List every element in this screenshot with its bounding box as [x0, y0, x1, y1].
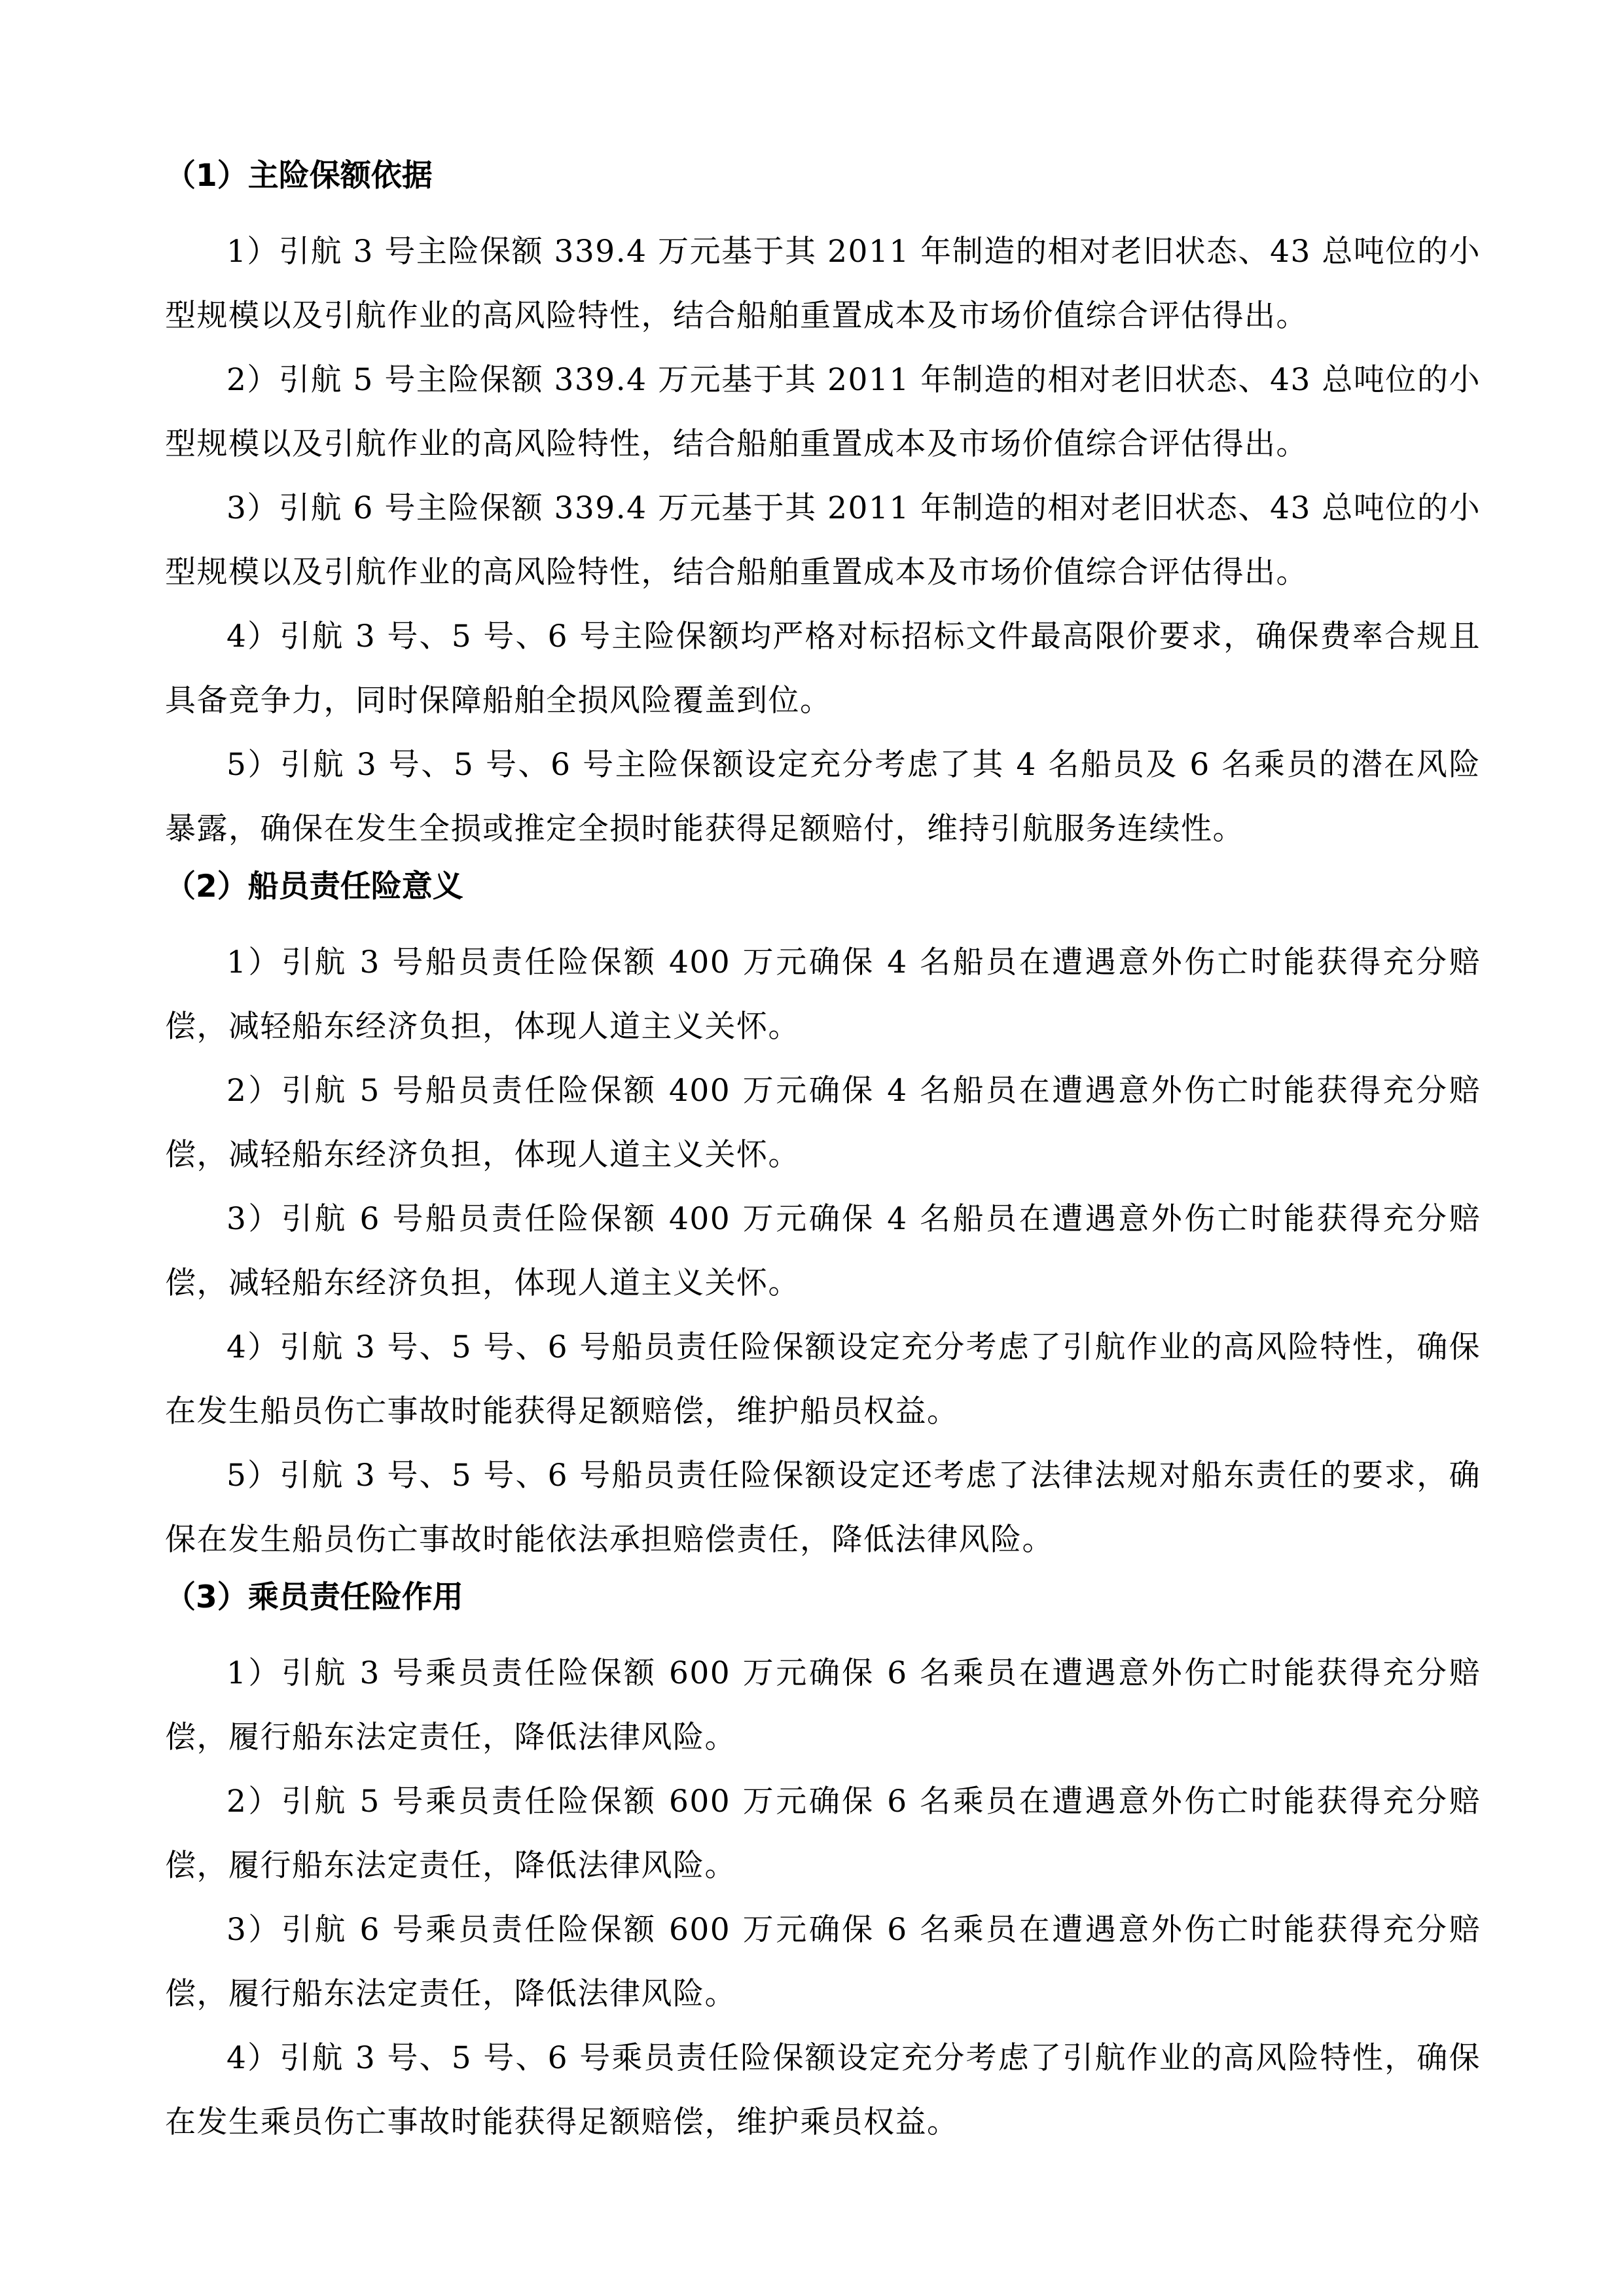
section-heading: （1）主险保额依据: [165, 158, 433, 194]
paragraph: 3）引航 6 号主险保额 339.4 万元基于其 2011 年制造的相对老旧状态、43 总吨位的小型规模以及引航作业的高风险特性，结合船舶重置成本及市场价值综合评估得出。: [165, 490, 1481, 590]
paragraph: 4）引航 3 号、5 号、6 号乘员责任险保额设定充分考虑了引航作业的高风险特性，确保在发生乘员伤亡事故时能获得足额赔偿，维护乘员权益。: [165, 2040, 1481, 2140]
section-heading: （3）乘员责任险作用: [165, 1579, 463, 1615]
section-main-insurance-basis: [165, 154, 1481, 861]
paragraph: 5）引航 3 号、5 号、6 号船员责任险保额设定还考虑了法律法规对船东责任的要求，确保在发生船员伤亡事故时能依法承担赔偿责任，降低法律风险。: [165, 1458, 1481, 1558]
section-passenger-liability: [165, 1576, 1481, 2155]
document-body: [165, 154, 1481, 2155]
paragraph: 4）引航 3 号、5 号、6 号船员责任险保额设定充分考虑了引航作业的高风险特性，确保在发生船员伤亡事故时能获得足额赔偿，维护船员权益。: [165, 1329, 1481, 1429]
paragraph: 2）引航 5 号主险保额 339.4 万元基于其 2011 年制造的相对老旧状态、43 总吨位的小型规模以及引航作业的高风险特性，结合船舶重置成本及市场价值综合评估得出。: [165, 362, 1481, 462]
paragraph: 3）引航 6 号船员责任险保额 400 万元确保 4 名船员在遭遇意外伤亡时能获得充分赔偿，减轻船东经济负担，体现人道主义关怀。: [165, 1201, 1481, 1301]
paragraph: 5）引航 3 号、5 号、6 号主险保额设定充分考虑了其 4 名船员及 6 名乘员的潜在风险暴露，确保在发生全损或推定全损时能获得足额赔付，维持引航服务连续性。: [165, 747, 1481, 847]
paragraph: 2）引航 5 号船员责任险保额 400 万元确保 4 名船员在遭遇意外伤亡时能获得充分赔偿，减轻船东经济负担，体现人道主义关怀。: [165, 1073, 1481, 1173]
section-heading: （2）船员责任险意义: [165, 869, 463, 905]
paragraph: 1）引航 3 号乘员责任险保额 600 万元确保 6 名乘员在遭遇意外伤亡时能获得充分赔偿，履行船东法定责任，降低法律风险。: [165, 1655, 1481, 1755]
paragraph: 2）引航 5 号乘员责任险保额 600 万元确保 6 名乘员在遭遇意外伤亡时能获得充分赔偿，履行船东法定责任，降低法律风险。: [165, 1784, 1481, 1884]
paragraph: 1）引航 3 号主险保额 339.4 万元基于其 2011 年制造的相对老旧状态、43 总吨位的小型规模以及引航作业的高风险特性，结合船舶重置成本及市场价值综合评估得出。: [165, 234, 1481, 334]
paragraph: 4）引航 3 号、5 号、6 号主险保额均严格对标招标文件最高限价要求，确保费率合规且具备竞争力，同时保障船舶全损风险覆盖到位。: [165, 619, 1481, 719]
paragraph: 3）引航 6 号乘员责任险保额 600 万元确保 6 名乘员在遭遇意外伤亡时能获得充分赔偿，履行船东法定责任，降低法律风险。: [165, 1912, 1481, 2012]
section-crew-liability: [165, 865, 1481, 1572]
paragraph: 1）引航 3 号船员责任险保额 400 万元确保 4 名船员在遭遇意外伤亡时能获得充分赔偿，减轻船东经济负担，体现人道主义关怀。: [165, 944, 1481, 1045]
